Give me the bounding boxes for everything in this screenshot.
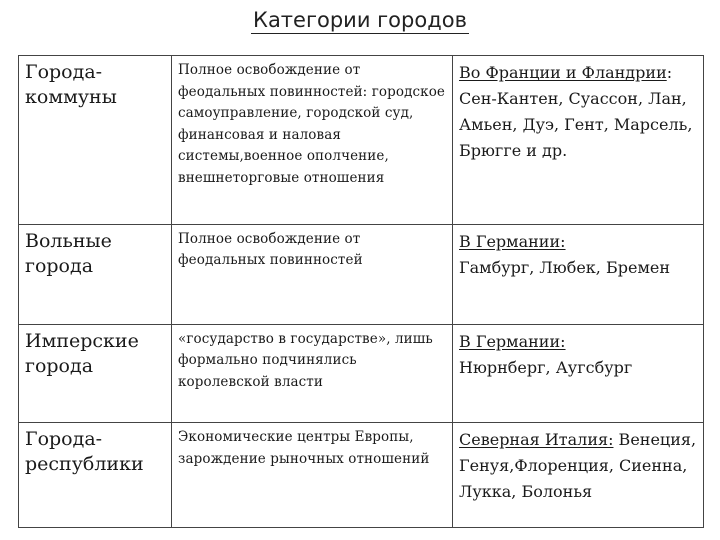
table-row [19, 56, 704, 225]
description-cell: «государство в государстве», лишь формально подчинялись королевской власти [172, 324, 453, 423]
category-cell: Вольные города [19, 224, 172, 324]
region-label: В Германии: [459, 231, 566, 251]
cities-list: Венеция, Генуя,Флоренция, Сиенна, Лукка, Болонья [459, 430, 697, 502]
category-cell: Города-республики [19, 423, 172, 528]
region-label: В Германии: [459, 331, 566, 351]
region-label: Северная Италия: [459, 430, 614, 450]
city-categories-table [18, 55, 704, 528]
region-label: Во Франции и Фландрии [459, 63, 667, 82]
examples-cell [453, 56, 704, 225]
cities-list: : Сен-Кантен, Суассон, Лан, Амьен, Дуэ, Гент, Марсель, Брюгге и др. [459, 63, 693, 160]
description-cell: Полное освобождение от феодальных повинностей [172, 224, 453, 324]
description-cell: Полное освобождение от феодальных повинностей: городское самоуправление, городской суд, финансовая и наловая системы,военное ополчение, внешнеторговые отношения [172, 56, 453, 225]
examples-cell [453, 224, 704, 324]
examples-cell [453, 423, 704, 528]
category-cell: Города-коммуны [19, 56, 172, 225]
table-row [19, 324, 704, 423]
cities-list: Нюрнберг, Аугсбург [459, 357, 633, 377]
category-cell: Имперские города [19, 324, 172, 423]
table-row [19, 423, 704, 528]
page-title-text: Категории городов [253, 8, 467, 32]
page-title [0, 8, 720, 32]
table-row [19, 224, 704, 324]
description-cell: Экономические центры Европы, зарождение рыночных отношений [172, 423, 453, 528]
examples-cell [453, 324, 704, 423]
cities-list: Гамбург, Любек, Бремен [459, 257, 671, 277]
